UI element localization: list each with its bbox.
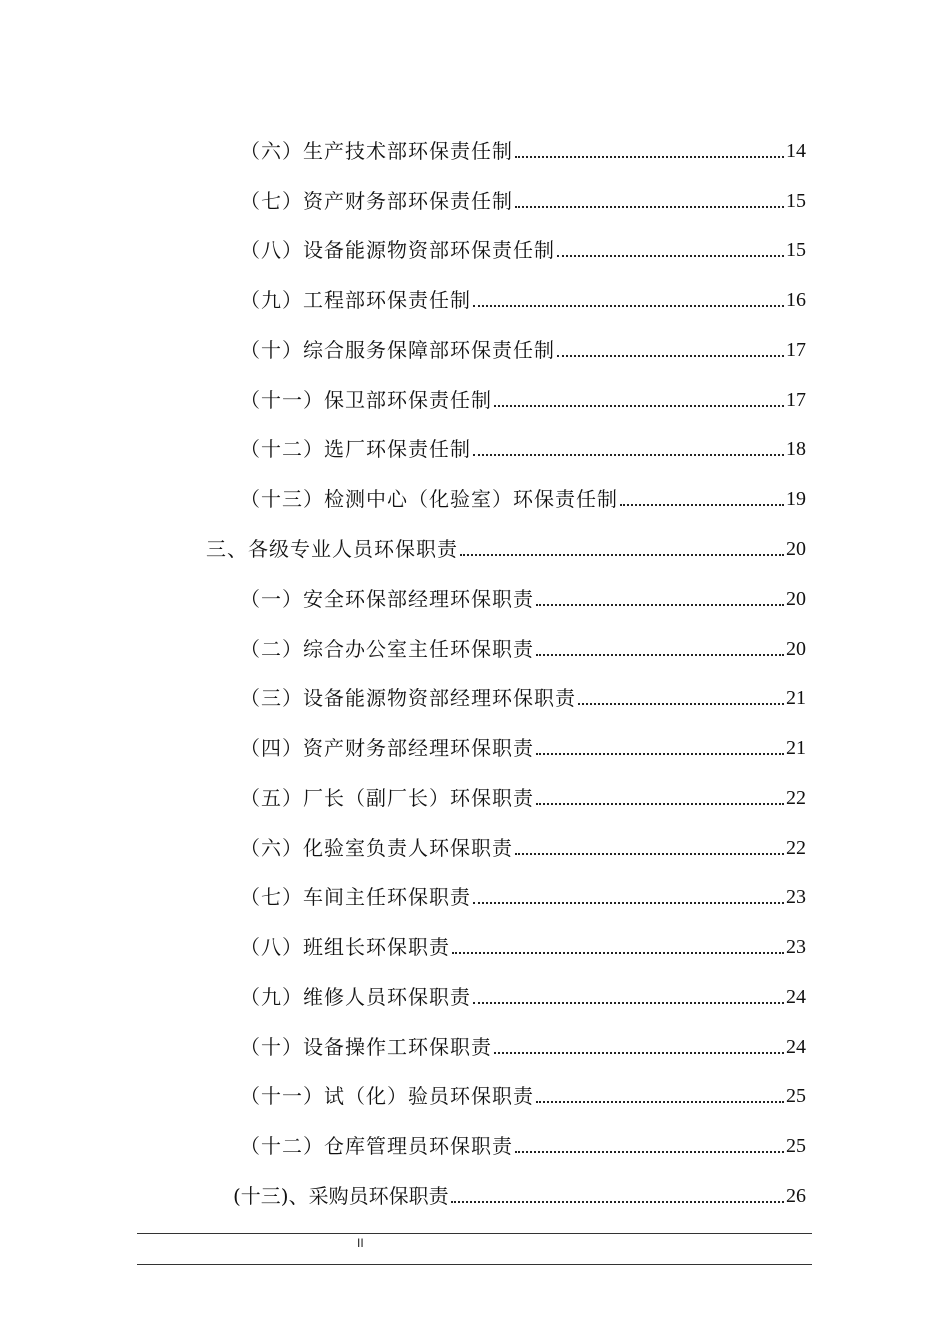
toc-dot-leader <box>557 255 784 257</box>
toc-dot-leader <box>536 803 784 805</box>
toc-entry[interactable] <box>233 1181 806 1211</box>
toc-entry-title: （七）车间主任环保职责 <box>240 885 471 909</box>
toc-dot-leader <box>578 703 784 705</box>
toc-entry-page: 24 <box>786 1036 806 1058</box>
toc-entry-title: （九）维修人员环保职责 <box>240 985 471 1009</box>
toc-dot-leader <box>494 405 784 407</box>
toc-entry[interactable] <box>240 335 806 365</box>
toc-entry-title: （三）设备能源物资部经理环保职责 <box>240 686 576 710</box>
toc-entry-page: 25 <box>786 1085 806 1107</box>
toc-dot-leader <box>473 902 784 904</box>
toc-entry-page: 17 <box>786 389 806 411</box>
toc-entry-page: 22 <box>786 787 806 809</box>
toc-entry-title: （十二）选厂环保责任制 <box>240 437 471 461</box>
toc-entry-page: 20 <box>786 588 806 610</box>
footer-bottom-rule <box>137 1264 812 1265</box>
toc-entry[interactable] <box>240 683 806 713</box>
toc-entry-page: 22 <box>786 837 806 859</box>
toc-entry[interactable] <box>240 285 806 315</box>
toc-entry-title: （一）安全环保部经理环保职责 <box>240 587 534 611</box>
toc-entry[interactable] <box>240 634 806 664</box>
toc-dot-leader <box>536 753 784 755</box>
toc-entry[interactable] <box>240 235 806 265</box>
toc-dot-leader <box>473 305 784 307</box>
toc-entry-title: （八）班组长环保职责 <box>240 935 450 959</box>
toc-entry-title: （十一）试（化）验员环保职责 <box>240 1084 534 1108</box>
toc-entry-page: 18 <box>786 438 806 460</box>
toc-dot-leader <box>536 604 784 606</box>
toc-entry[interactable] <box>240 484 806 514</box>
toc-dot-leader <box>473 1002 784 1004</box>
toc-entry-page: 15 <box>786 190 806 212</box>
toc-entry[interactable] <box>240 186 806 216</box>
toc-entry-title: （七）资产财务部环保责任制 <box>240 189 513 213</box>
toc-entry-page: 14 <box>786 140 806 162</box>
toc-dot-leader <box>451 1201 784 1203</box>
toc-entry-title: （十一）保卫部环保责任制 <box>240 388 492 412</box>
toc-entry-page: 24 <box>786 986 806 1008</box>
toc-entry[interactable] <box>240 982 806 1012</box>
toc-entry-title: （六）生产技术部环保责任制 <box>240 139 513 163</box>
toc-dot-leader <box>515 156 784 158</box>
toc-dot-leader <box>620 504 784 506</box>
toc-entry-title: （十二）仓库管理员环保职责 <box>240 1134 513 1158</box>
toc-entry[interactable] <box>240 385 806 415</box>
toc-entry-title: （六）化验室负责人环保职责 <box>240 836 513 860</box>
toc-entry[interactable] <box>240 136 806 166</box>
toc-dot-leader <box>515 206 784 208</box>
toc-entry-page: 25 <box>786 1135 806 1157</box>
toc-entry[interactable] <box>240 1081 806 1111</box>
page-number: II <box>357 1236 364 1250</box>
toc-dot-leader <box>494 1052 784 1054</box>
toc-entry[interactable] <box>240 1032 806 1062</box>
toc-entry-page: 16 <box>786 289 806 311</box>
toc-entry-title: （十）设备操作工环保职责 <box>240 1035 492 1059</box>
toc-entry-title: （九）工程部环保责任制 <box>240 288 471 312</box>
toc-entry[interactable] <box>240 833 806 863</box>
toc-entry[interactable] <box>240 733 806 763</box>
toc-entry-title: （十）综合服务保障部环保责任制 <box>240 338 555 362</box>
toc-entry[interactable] <box>240 783 806 813</box>
toc-entry-title: （四）资产财务部经理环保职责 <box>240 736 534 760</box>
toc-dot-leader <box>460 554 784 556</box>
toc-dot-leader <box>452 952 784 954</box>
toc-entry-title: （二）综合办公室主任环保职责 <box>240 637 534 661</box>
toc-dot-leader <box>515 1151 784 1153</box>
toc-entry-page: 17 <box>786 339 806 361</box>
toc-entry-title: （十三）检测中心（化验室）环保责任制 <box>240 487 618 511</box>
toc-dot-leader <box>557 355 784 357</box>
toc-entry-page: 20 <box>786 538 806 560</box>
toc-dot-leader <box>536 1101 784 1103</box>
toc-dot-leader <box>473 454 784 456</box>
toc-entry[interactable] <box>240 434 806 464</box>
toc-entry-page: 20 <box>786 638 806 660</box>
toc-entry-title: （五）厂长（副厂长）环保职责 <box>240 786 534 810</box>
toc-entry[interactable] <box>240 932 806 962</box>
toc-section-entry[interactable] <box>206 534 806 564</box>
toc-entry-page: 19 <box>786 488 806 510</box>
toc-entry-page: 21 <box>786 687 806 709</box>
toc-dot-leader <box>536 654 784 656</box>
toc-entry[interactable] <box>240 1131 806 1161</box>
toc-entry-title: 三、各级专业人员环保职责 <box>206 537 458 561</box>
toc-entry-page: 23 <box>786 886 806 908</box>
toc-entry-page: 23 <box>786 936 806 958</box>
toc-entry-title: (十三)、采购员环保职责 <box>233 1184 449 1208</box>
toc-entry-page: 15 <box>786 239 806 261</box>
toc-entry[interactable] <box>240 584 806 614</box>
toc-dot-leader <box>515 853 784 855</box>
toc-entry[interactable] <box>240 882 806 912</box>
toc-entry-title: （八）设备能源物资部环保责任制 <box>240 238 555 262</box>
toc-entry-page: 26 <box>786 1185 806 1207</box>
toc-entry-page: 21 <box>786 737 806 759</box>
footer-top-rule <box>137 1233 812 1234</box>
